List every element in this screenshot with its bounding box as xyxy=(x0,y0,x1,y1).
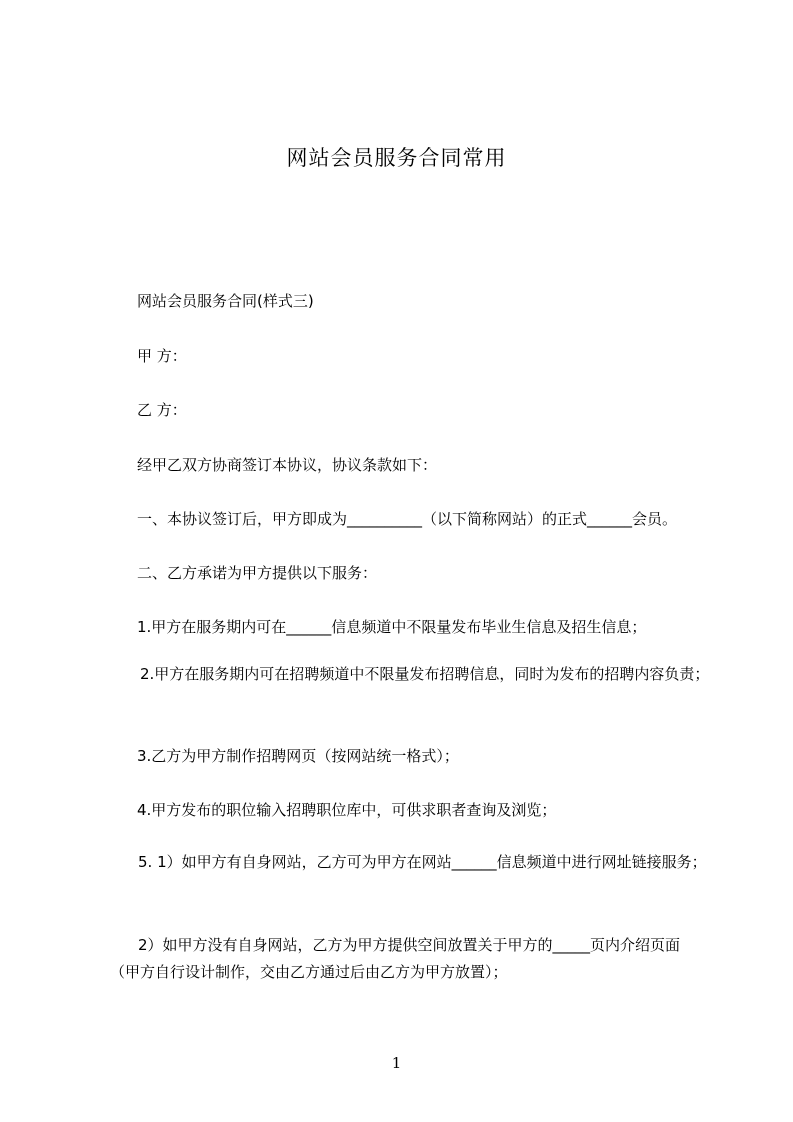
contract-subtitle: 网站会员服务合同(样式三) xyxy=(137,292,314,310)
service-item-5-2: 2）如甲方没有自身网站，乙方为甲方提供空间放置关于甲方的_____页内介绍页面（甲方自行设计制作，交由乙方通过后由乙方为甲方放置）； xyxy=(110,936,681,981)
page-number: 1 xyxy=(391,1054,402,1072)
party-b-line: 乙 方： xyxy=(137,401,187,419)
clause-1: 一、本协议签订后，甲方即成为__________（以下简称网站）的正式______会员。 xyxy=(137,510,678,528)
party-a-line: 甲 方： xyxy=(137,347,187,365)
service-item-1: 1.甲方在服务期内可在______信息频道中不限量发布毕业生信息及招生信息； xyxy=(137,618,647,636)
document-title: 网站会员服务合同常用 xyxy=(286,146,507,170)
clause-2-heading: 二、乙方承诺为甲方提供以下服务： xyxy=(137,564,378,582)
service-item-3: 3.乙方为甲方制作招聘网页（按网站统一格式）； xyxy=(137,747,459,765)
service-item-4: 4.甲方发布的职位输入招聘职位库中，可供求职者查询及浏览； xyxy=(137,801,557,819)
service-item-5-1: 5. 1）如甲方有自身网站，乙方可为甲方在网站______信息频道中进行网址链接服务； xyxy=(138,853,707,871)
service-item-2: 2.甲方在服务期内可在招聘频道中不限量发布招聘信息，同时为发布的招聘内容负责； xyxy=(140,665,710,683)
agreement-intro: 经甲乙双方协商签订本协议，协议条款如下： xyxy=(137,456,438,474)
